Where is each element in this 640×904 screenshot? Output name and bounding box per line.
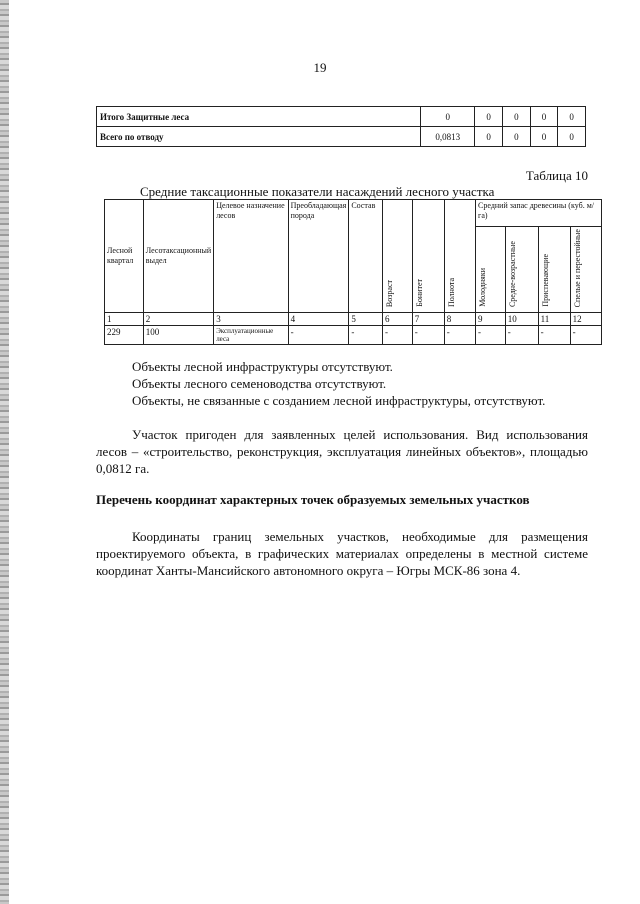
- cell-density: -: [444, 326, 475, 345]
- paragraph-suitability: Участок пригоден для заявленных целей использования. Вид использования лесов – «строительство, реконструкция, эксплуатация линейных объектов», площадью 0,0812 га.: [96, 427, 588, 476]
- table-title: Средние таксационные показатели насаждений лесного участка: [140, 184, 495, 199]
- totals-cell: 0: [475, 127, 503, 147]
- column-number: 11: [538, 313, 570, 326]
- header-mature-label: Спелые и перестойные: [572, 228, 582, 307]
- table-row: [97, 127, 586, 147]
- cell-mature: -: [570, 326, 601, 345]
- column-number: 4: [288, 313, 349, 326]
- paragraph-other-objects: Объекты, не связанные с созданием лесной инфраструктуры, отсутствуют.: [132, 393, 546, 408]
- cell-purpose: Эксплуатационные леса: [214, 326, 288, 345]
- page-number: 19: [313, 60, 327, 75]
- table-header-row: [105, 200, 602, 227]
- totals-row-label: Итого Защитные леса: [97, 107, 421, 127]
- paragraph-seed-production: Объекты лесного семеноводства отсутствуют.: [132, 376, 387, 391]
- cell-subcompartment: 100: [143, 326, 213, 345]
- header-young-label: Молодняки: [478, 268, 488, 307]
- totals-cell: 0: [475, 107, 503, 127]
- totals-cell: 0: [558, 127, 586, 147]
- totals-cell: 0: [503, 107, 531, 127]
- header-subcompartment: Лесотаксационный выдел: [143, 200, 213, 313]
- column-number: 9: [476, 313, 506, 326]
- header-composition: Состав: [349, 200, 383, 313]
- header-stock-group: Средний запас древесины (куб. м/га): [476, 200, 602, 227]
- cell-young: -: [476, 326, 506, 345]
- column-number: 3: [214, 313, 288, 326]
- column-number: 5: [349, 313, 383, 326]
- cell-middle-aged: -: [505, 326, 538, 345]
- table-row: [97, 107, 586, 127]
- cell-quarter: 229: [105, 326, 144, 345]
- totals-row-label: Всего по отводу: [97, 127, 421, 147]
- cell-bonitet: -: [412, 326, 444, 345]
- cell-dominant-species: -: [288, 326, 349, 345]
- section-title: Перечень координат характерных точек образуемых земельных участков: [96, 492, 530, 507]
- totals-cell: 0: [421, 107, 475, 127]
- header-middle-aged-label: Средне-возрастные: [507, 240, 517, 307]
- paragraph-coordinates: Координаты границ земельных участков, необходимые для размещения проектируемого объекта, в графических материалах определены в местной системе координат Ханты-Мансийского автономного округа – Югры МСК-86 зона 4.: [96, 529, 588, 578]
- cell-maturing: -: [538, 326, 570, 345]
- totals-cell: 0: [558, 107, 586, 127]
- totals-cell: 0: [530, 107, 558, 127]
- paragraph-infrastructure: Объекты лесной инфраструктуры отсутствуют.: [132, 359, 393, 374]
- header-maturing-label: Приспевающие: [540, 254, 550, 307]
- table-caption: Таблица 10: [525, 168, 588, 183]
- scan-edge: [0, 0, 9, 904]
- header-mature: [570, 227, 601, 313]
- column-number: 8: [444, 313, 475, 326]
- totals-cell: 0,0813: [421, 127, 475, 147]
- header-age-label: Возраст: [384, 279, 394, 307]
- cell-composition: -: [349, 326, 383, 345]
- totals-table: [96, 106, 586, 147]
- header-bonitet: [412, 200, 444, 313]
- column-number: 1: [105, 313, 144, 326]
- header-purpose: Целевое назначение лесов: [214, 200, 288, 313]
- column-number: 7: [412, 313, 444, 326]
- column-number: 12: [570, 313, 601, 326]
- column-number-row: [105, 313, 602, 326]
- table-row: [105, 326, 602, 345]
- totals-cell: 0: [503, 127, 531, 147]
- column-number: 6: [382, 313, 412, 326]
- header-young: [476, 227, 506, 313]
- stand-stats-table: [104, 199, 602, 345]
- column-number: 2: [143, 313, 213, 326]
- totals-cell: 0: [530, 127, 558, 147]
- header-density: [444, 200, 475, 313]
- header-maturing: [538, 227, 570, 313]
- cell-age: -: [382, 326, 412, 345]
- header-dominant-species: Преобладающая порода: [288, 200, 349, 313]
- header-density-label: Полнота: [446, 278, 456, 307]
- header-middle-aged: [505, 227, 538, 313]
- header-forest-quarter: Лесной квартал: [105, 200, 144, 313]
- column-number: 10: [505, 313, 538, 326]
- header-age: [382, 200, 412, 313]
- header-bonitet-label: Бонитет: [414, 279, 424, 307]
